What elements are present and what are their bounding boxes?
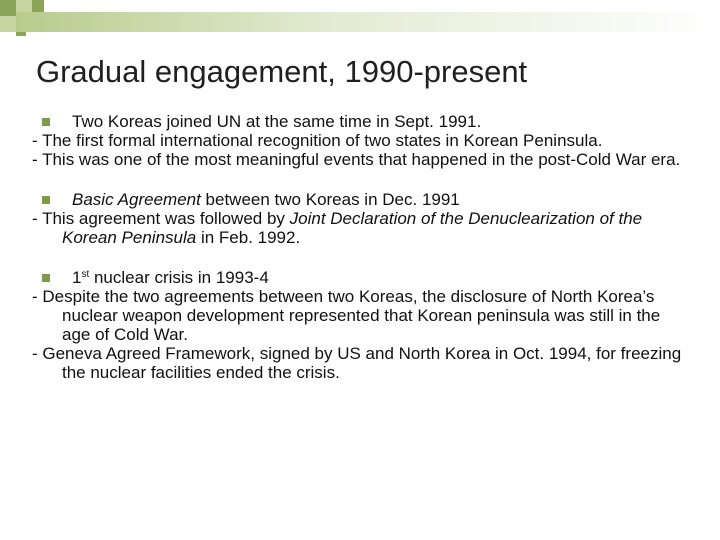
sub-item: [32, 209, 682, 247]
bullet-text: Two Koreas joined UN at the same time in Sept. 1991.: [72, 112, 482, 131]
header-square-dark-2: [32, 0, 44, 12]
header-gradient-bar: [16, 12, 720, 32]
slide-title: Gradual engagement, 1990-present: [36, 54, 528, 89]
header-square-light-1: [16, 0, 32, 12]
sub-text-before: - This agreement was followed by: [32, 209, 290, 228]
square-bullet-icon: [42, 274, 50, 282]
sub-text-after: in Feb. 1992.: [196, 228, 301, 247]
sub-item: - This was one of the most meaningful events that happened in the post-Cold War era.: [32, 150, 681, 169]
square-bullet-icon: [42, 196, 50, 204]
bullet-line: [32, 268, 682, 287]
slide-body: [32, 112, 682, 403]
bullet-number: 1: [72, 268, 82, 287]
sub-item: - The first formal international recognition of two states in Korean Peninsula.: [32, 131, 603, 150]
bullet-group-basic-agreement: [32, 190, 682, 247]
square-bullet-icon: [42, 118, 50, 126]
bullet-line: [32, 190, 682, 209]
bullet-line: [32, 112, 682, 131]
bullet-text: between two Koreas in Dec. 1991: [200, 190, 460, 209]
bullet-italic-lead: Basic Agreement: [72, 190, 201, 209]
bullet-text: nuclear crisis in 1993-4: [89, 268, 269, 287]
ordinal-superscript: st: [81, 269, 90, 280]
bullet-group-nuclear-crisis: [32, 268, 682, 382]
sub-item: - Geneva Agreed Framework, signed by US and North Korea in Oct. 1994, for freezing the nuclear facilities ended the crisis.: [32, 344, 682, 382]
sub-item: - Despite the two agreements between two Koreas, the disclosure of North Korea’s nuclear weapon development represented that Korean peninsula was still in the age of Cold War.: [32, 287, 661, 344]
header-square-dark-1: [0, 0, 16, 16]
sub-text-italic: Joint Declaration of the Denuclearization of the Korean Peninsula: [62, 209, 643, 247]
bullet-group-un: [32, 112, 682, 169]
header-square-light-2: [0, 16, 16, 32]
